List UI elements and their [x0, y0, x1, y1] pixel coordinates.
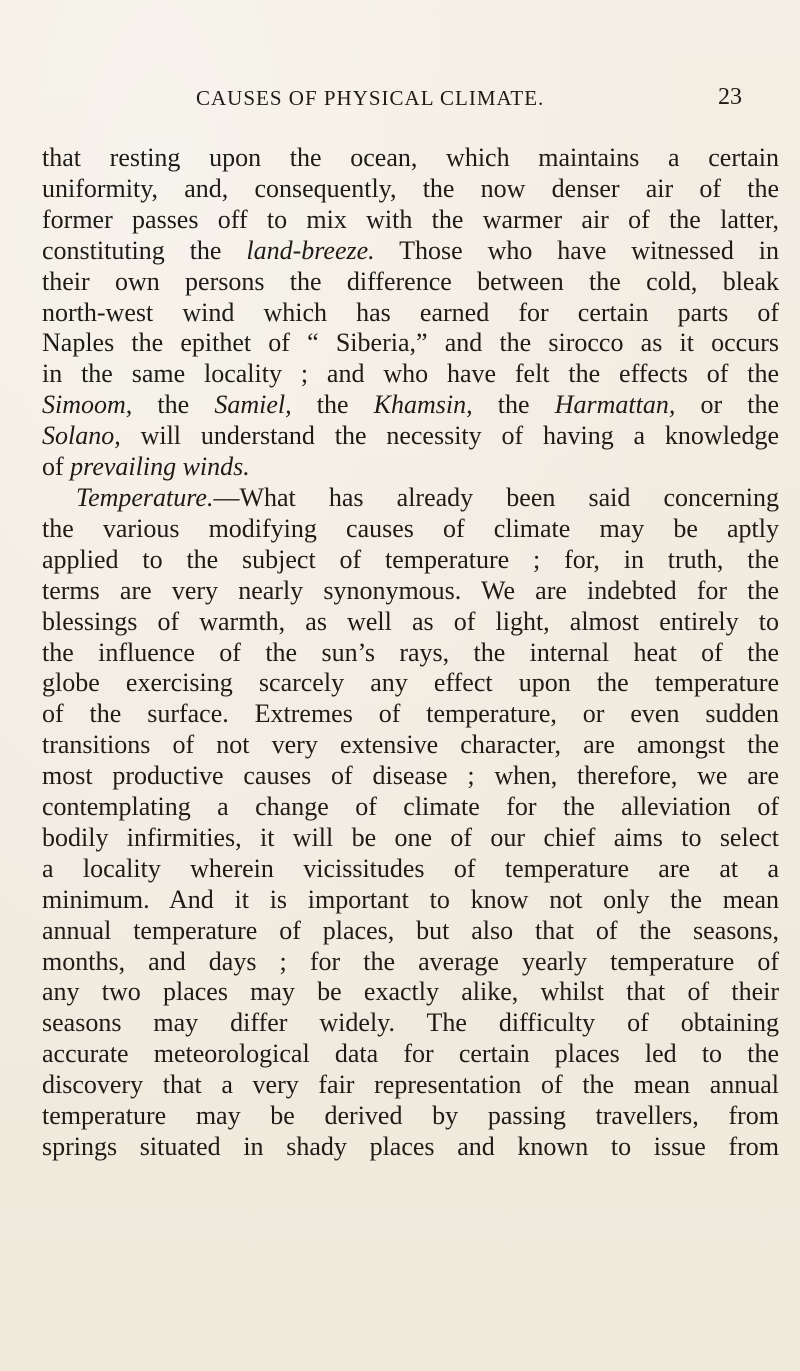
text-line: north-west wind which has earned for certain parts of — [42, 297, 779, 327]
text-line: springs situated in shady places and known to issue from — [42, 1132, 779, 1161]
text-line: their own persons the difference between the cold, bleak — [42, 266, 779, 296]
text-line: blessings of warmth, as well as of light, almost entirely to — [42, 606, 779, 636]
italic-term: Simoom, — [42, 390, 133, 420]
italic-term: Solano, — [42, 421, 121, 451]
text-span: of — [42, 452, 71, 482]
italic-term: Samiel, — [214, 390, 292, 420]
text-span: the — [132, 390, 215, 420]
text-line — [42, 452, 779, 483]
section-heading-temperature: Temperature. — [76, 482, 214, 512]
text-line: former passes off to mix with the warmer air of the latter, — [42, 204, 779, 234]
running-head: CAUSES OF PHYSICAL CLIMATE. — [196, 86, 545, 110]
text-line: annual temperature of places, but also that of the seasons, — [42, 915, 779, 945]
text-line: temperature may be derived by passing travellers, from — [42, 1101, 779, 1131]
text-line: any two places may be exactly alike, whilst that of their — [42, 977, 779, 1007]
page-number: 23 — [718, 84, 742, 110]
text-span: or the — [675, 390, 780, 420]
text-line — [42, 236, 779, 267]
text-line: bodily infirmities, it will be one of our chief aims to select — [42, 822, 779, 852]
text-line: months, and days ; for the average yearly temperature of — [42, 946, 779, 976]
text-line: globe exercising scarcely any effect upon the temperature — [42, 668, 779, 698]
italic-term: prevailing winds. — [70, 452, 250, 482]
text-span: Those who have witnessed in — [374, 235, 779, 265]
text-line: Naples the epithet of “ Siberia,” and the sirocco as it occurs — [42, 328, 779, 358]
text-span: will understand the necessity of having a knowledge — [120, 421, 779, 451]
text-line: minimum. And it is important to know not only the mean — [42, 884, 779, 914]
text-line: of the surface. Extremes of temperature, or even sudden — [42, 699, 779, 729]
text-line — [42, 483, 779, 514]
text-line — [42, 390, 779, 421]
paragraph-temperature — [42, 483, 779, 1163]
text-line: accurate meteorological data for certain places led to the — [42, 1039, 779, 1069]
text-line: applied to the subject of temperature ; for, in truth, the — [42, 544, 779, 574]
text-line: discovery that a very fair representation of the mean annual — [42, 1070, 779, 1100]
text-span: —What has already been said concerning — [213, 482, 779, 512]
text-line: the influence of the sun’s rays, the internal heat of the — [42, 637, 779, 667]
italic-term: land-breeze. — [246, 235, 375, 265]
text-line: terms are very nearly synonymous. We are indebted for the — [42, 575, 779, 605]
paragraph-land-breeze — [42, 143, 779, 483]
text-line: in the same locality ; and who have felt the effects of the — [42, 359, 779, 389]
text-span: the — [291, 390, 374, 420]
italic-term: Khamsin, — [373, 390, 473, 420]
body-text — [42, 143, 779, 1163]
text-line: a locality wherein vicissitudes of temperature are at a — [42, 853, 779, 883]
text-line: contemplating a change of climate for the alleviation of — [42, 792, 779, 822]
italic-term: Harmattan, — [554, 390, 676, 420]
text-line: the various modifying causes of climate may be aptly — [42, 513, 779, 543]
text-line — [42, 421, 779, 452]
text-line: uniformity, and, consequently, the now denser air of the — [42, 173, 779, 203]
text-line: transitions of not very extensive character, are amongst the — [42, 730, 779, 760]
text-span: the — [472, 390, 555, 420]
text-span: constituting the — [42, 235, 247, 265]
text-line: most productive causes of disease ; when, therefore, we are — [42, 761, 779, 791]
text-line: seasons may differ widely. The difficulty of obtaining — [42, 1008, 779, 1038]
text-line: that resting upon the ocean, which maintains a certain — [42, 143, 779, 172]
